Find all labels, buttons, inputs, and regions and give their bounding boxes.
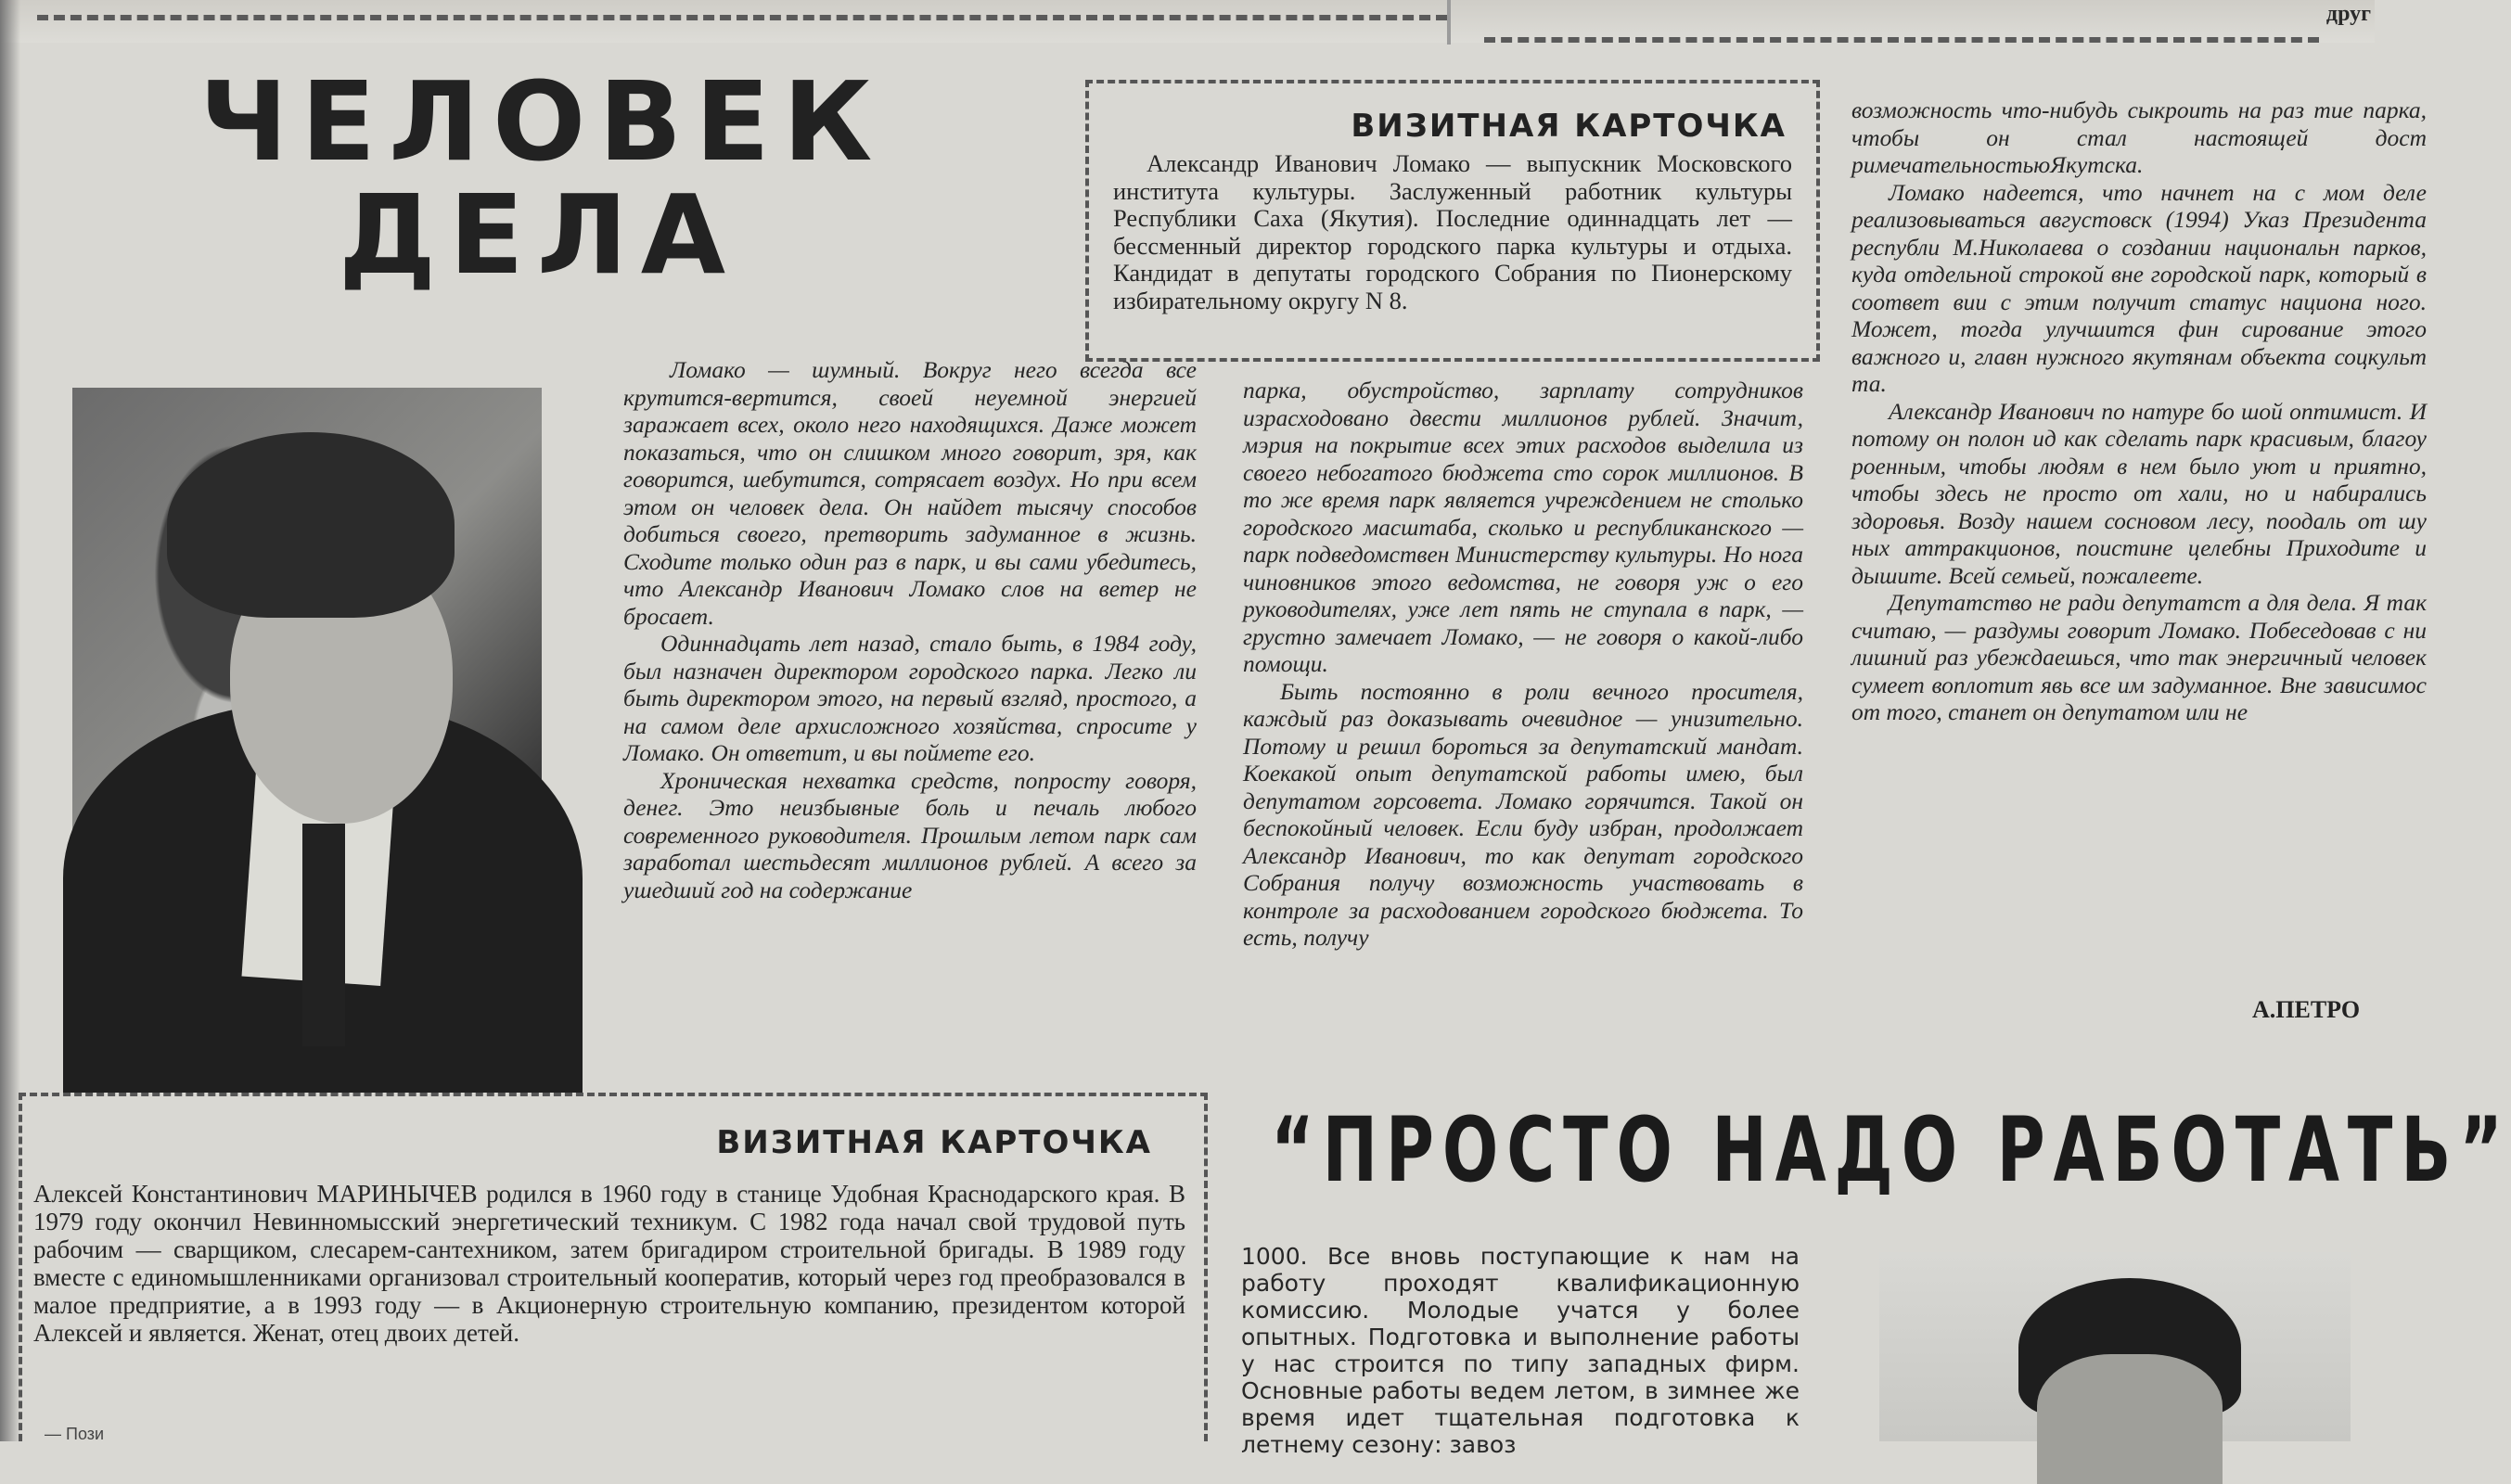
paragraph: парка, обустройство, зарплату сотрудников израсходовано двести миллионов рублей. Значит, мэрия на покрытие всех этих расходов выделила из своего небогатого бюджета сто сорок миллионов. В то же время парк является учреждением не столько городского масштаба, сколько и республиканского — парк подведомствен Министерству культуры. Но нога чиновников этого ведомства, не говоря уж о его руководителях, уже лет пять не ступала в парк, — грустно замечает Ломако, — не говоря о какой-либо помощи.: [1243, 377, 1803, 677]
headline-line-2: ДЕЛА: [339, 171, 739, 299]
paragraph: Быть постоянно в роли вечного просителя, каждый раз доказывать очевидное — унизительно. Потому и решил бороться за депутатский мандат. Коекакой опыт депутатской работы имею, был депутатом горсовета. Ломако горячится. Такой он беспокойный человек. Если буду избран, продолжает Александр Иванович, то как депутат городского Собрания получу возможность участвовать в контроле за расходованием городского бюджета. То есть, получу: [1243, 677, 1803, 951]
column-rule-top: [1447, 0, 1451, 45]
portrait-photo: [72, 388, 542, 1054]
article-column-2: [1243, 377, 1803, 952]
paragraph: возможность что-нибудь сыкроить на раз тие парка, чтобы он стал настоящей дост римечательностьюЯкутска.: [1851, 96, 2427, 178]
second-portrait-photo: [1879, 1252, 2351, 1441]
portrait-tie: [302, 824, 345, 1046]
paragraph: Ломако надеется, что начнет на с мом деле реализовываться августовск (1994) Указ Президента республи М.Николаева о создании национальн парков, куда отдельной строкой вне городской парк, который в соответ вии с этим получит статус национа ного. Может, тогда улучшится фин сирование этого важного и, главн нужного якутянам объекта соцкульт та.: [1851, 178, 2427, 397]
business-card-bottom: [19, 1093, 1208, 1441]
paragraph: Ломако — шумный. Вокруг него всегда все крутится-вертится, своей неуемной энергией заражает всех, около него находящихся. Даже может показаться, что он слишком много говорит, зря, как говорится, шебутится, сотрясает воздух. Но при всем этом он человек дела. Он найдет тысячу способов добиться своего, претворить задуманное в жизнь. Сходите только один раз в парк, и вы сами убедитесь, что Александр Иванович Ломако слов на ветер не бросает.: [623, 356, 1197, 630]
page-gutter-shadow: [0, 0, 20, 1441]
top-divider-right: [1484, 37, 2319, 43]
business-card-top-text: Александр Иванович Ломако — выпускник Московского института культуры. Заслуженный работник культуры Республики Саха (Якутия). Последние одиннадцать лет — бессменный директор городского парка культуры и отдыха. Кандидат в депутаты городского Собрания по Пионерскому избирательному округу N 8.: [1113, 149, 1792, 314]
business-card-bottom-text: Алексей Константинович МАРИНЫЧЕВ родился в 1960 году в станице Удобная Краснодарского края. В 1979 году окончил Невинномысский энергетический техникум. С 1982 года начал свой трудовой путь рабочим — сварщиком, слесарем-сантехником, затем бригадиром строительной бригады. В 1989 году вместе с единомышленниками организовал строительный кооператив, который через год преобразовался в малое предприятие, а в 1993 году — в Акционерную строительную компанию, президентом которой Алексей и является. Женат, отец двоих детей.: [33, 1180, 1185, 1347]
second-article-text: 1000. Все вновь поступающие к нам на работу проходят квалификационную комиссию. Молодые учатся у более опытных. Подготовка и выполнение работы у нас строится по типу западных фирм. Основные работы ведем летом, в зимнее же время идет тщательная подготовка к летнему сезону: завоз: [1241, 1243, 1800, 1458]
paragraph: Депутатство не ради депутатст а для дела. Я так считаю, — раздумы говорит Ломако. Побеседовав с ни лишний раз убеждаешься, что так энергичный человек сумеет воплотит явь все им задуманное. Вне зависимос от того, станет он депутатом или не: [1851, 589, 2427, 725]
headline-line-1: ЧЕЛОВЕК: [199, 58, 886, 186]
paragraph: Одиннадцать лет назад, стало быть, в 1984 году, был назначен директором городского парка. Легко ли быть директором этого, на первый взгляд, простого, а на самом деле архисложного хозяйства, спросите у Ломако. Он ответит, и вы поймете его.: [623, 630, 1197, 766]
paragraph: Александр Иванович по натуре бо шой оптимист. И потому он полон ид как сделать парк красивым, благоу роенным, чтобы людям в нем было уют и приятно, чтобы здесь не просто от хали, но и набирались здоровья. Возду нашем сосновом лесу, поодаль от шу ных аттракционов, поистине целебны Приходите и дышите. Всей семьей, пожалеете.: [1851, 397, 2427, 589]
paragraph: Хроническая нехватка средств, попросту говоря, денег. Это неизбывные боль и печаль любого современного руководителя. Прошлым летом парк сам заработал шестьдесят миллионов рублей. А всего за ушедший год на содержание: [623, 766, 1197, 903]
headline: [199, 58, 886, 299]
top-divider-left: [37, 15, 1447, 20]
second-article-headline: “ПРОСТО НАДО РАБОТАТЬ”: [1271, 1098, 2511, 1202]
second-portrait-face: [2037, 1354, 2223, 1484]
byline: А.ПЕТРО: [2252, 996, 2361, 1023]
article-column-3: [1851, 96, 2427, 726]
business-card-top: [1085, 80, 1820, 362]
corner-fragment: друг: [2325, 2, 2371, 26]
business-card-bottom-title: ВИЗИТНАЯ КАРТОЧКА: [716, 1124, 1152, 1161]
article-column-1: [623, 356, 1197, 903]
bottom-edge-fragment: — Пози: [45, 1425, 105, 1443]
article-column-3-clip: [1851, 96, 2427, 950]
business-card-top-title: ВИЗИТНАЯ КАРТОЧКА: [1351, 108, 1787, 145]
portrait-fur-hat: [167, 432, 455, 618]
